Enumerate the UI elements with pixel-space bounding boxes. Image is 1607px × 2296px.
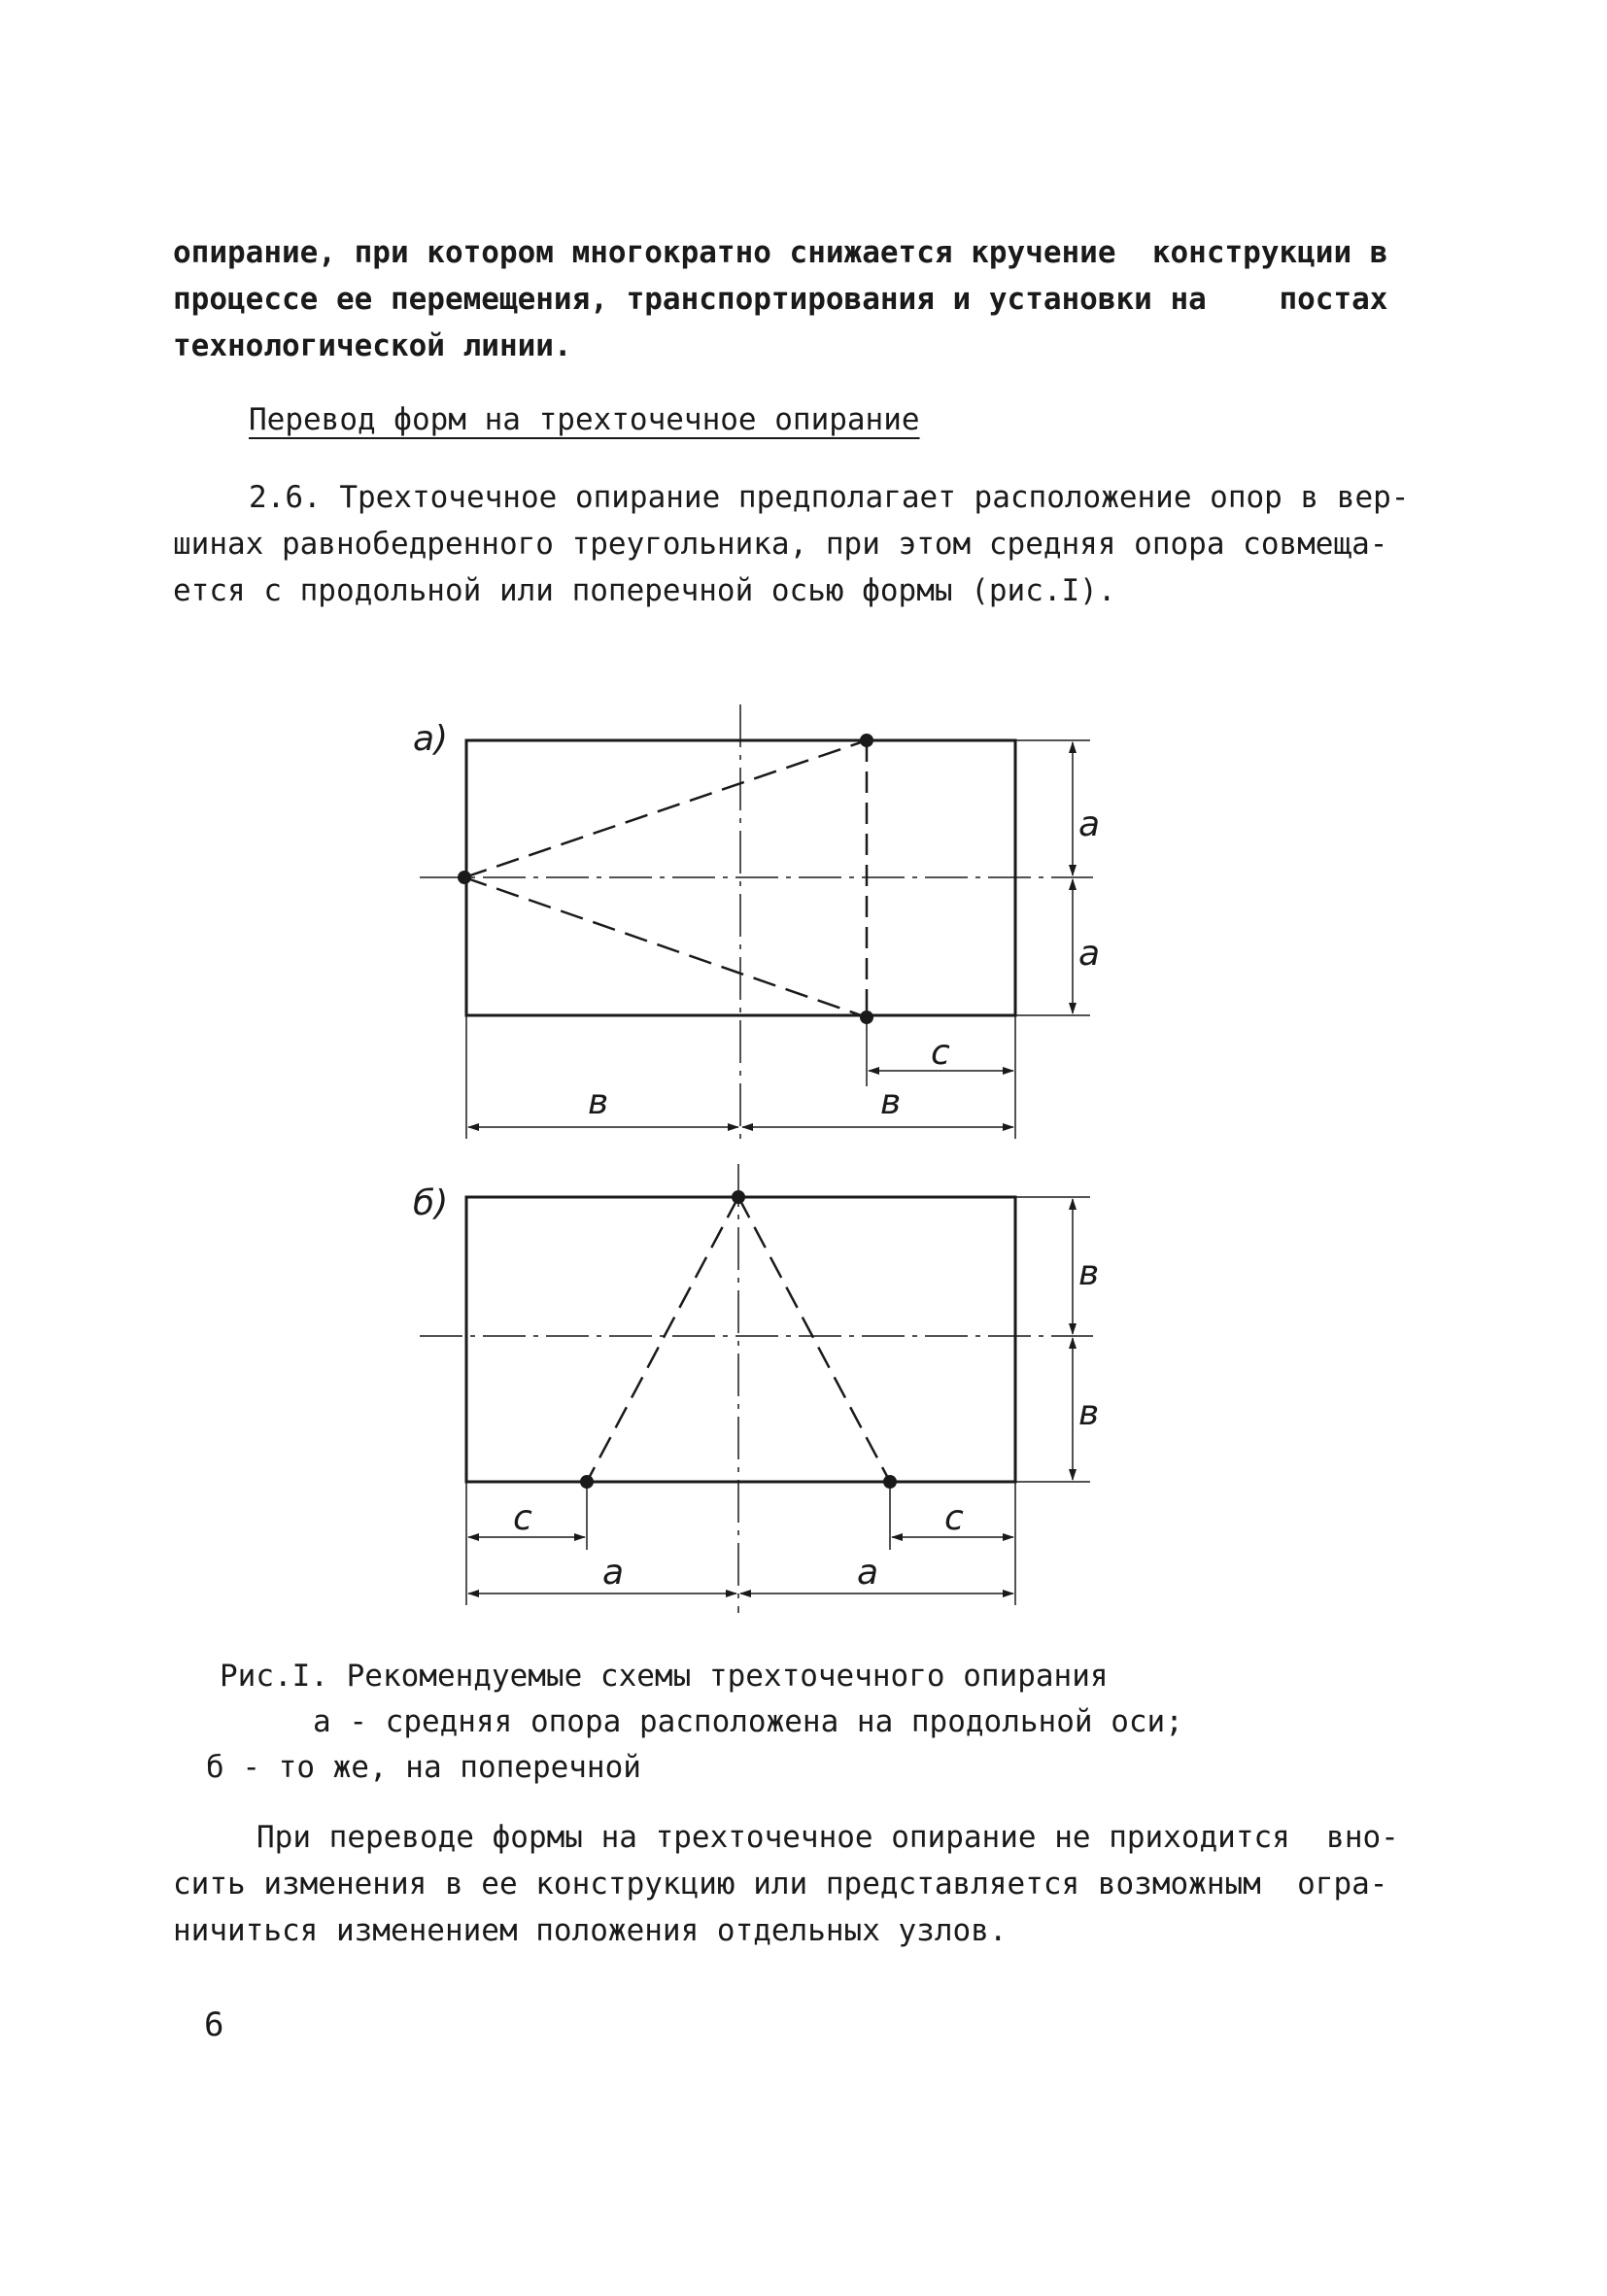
panel-a-label: а) [413,719,449,759]
section-line-3: ется с продольной или поперечной осью формы (рис.I). [173,573,1116,608]
caption-line-3: б - то же, на поперечной [206,1750,641,1785]
panel-b-label: б) [413,1183,449,1223]
panel-b-dim-bottom-left: a [602,1553,625,1593]
panel-b-dim-c-left: c [513,1498,532,1538]
panel-b-dim-right-top: в [1078,1253,1100,1293]
caption-line-1: Рис.I. Рекомендуемые схемы трехточечного опирания [220,1659,1109,1694]
intro-line-2: процессе ее перемещения, транспортирования и установки на постах [173,282,1388,317]
panel-a-dim-bottom-left: в [588,1082,609,1122]
support-point-a-left [458,871,471,884]
panel-b-dim-right-bottom: в [1078,1393,1100,1433]
section-heading: Перевод форм на трехточечное опирание [249,402,920,437]
support-point-a-top [860,734,873,747]
support-point-a-bottom [860,1011,873,1024]
panel-b [420,1164,1093,1613]
page-number: 6 [204,2005,224,2044]
section-line-2: шинах равнобедренного треугольника, при этом средняя опора совмеща- [173,527,1388,562]
support-point-b-right [883,1475,897,1489]
closing-line-3: ничиться изменением положения отдельных узлов. [173,1913,1008,1948]
support-point-b-top [732,1190,745,1204]
panel-a-dim-right-bottom: a [1078,934,1101,974]
support-point-b-left [580,1475,594,1489]
intro-line-1: опирание, при котором многократно снижается кручение конструкции в [173,235,1388,270]
intro-line-3: технологической линии. [173,328,572,363]
panel-b-dim-c-right: c [944,1498,964,1538]
panel-b-dim-bottom-right: a [857,1553,879,1593]
panel-a [420,704,1093,1142]
panel-a-dim-bottom-right: в [880,1082,902,1122]
panel-a-dim-c: c [931,1033,950,1073]
section-line-1: 2.6. Трехточечное опирание предполагает расположение опор в вер- [249,480,1410,515]
caption-line-2: а - средняя опора расположена на продольной оси; [313,1704,1183,1739]
closing-line-2: сить изменения в ее конструкцию или представляется возможным огра- [173,1867,1388,1902]
panel-a-dim-right-top: a [1078,805,1101,844]
closing-line-1: При переводе формы на трехточечное опирание не приходится вно- [256,1820,1399,1855]
